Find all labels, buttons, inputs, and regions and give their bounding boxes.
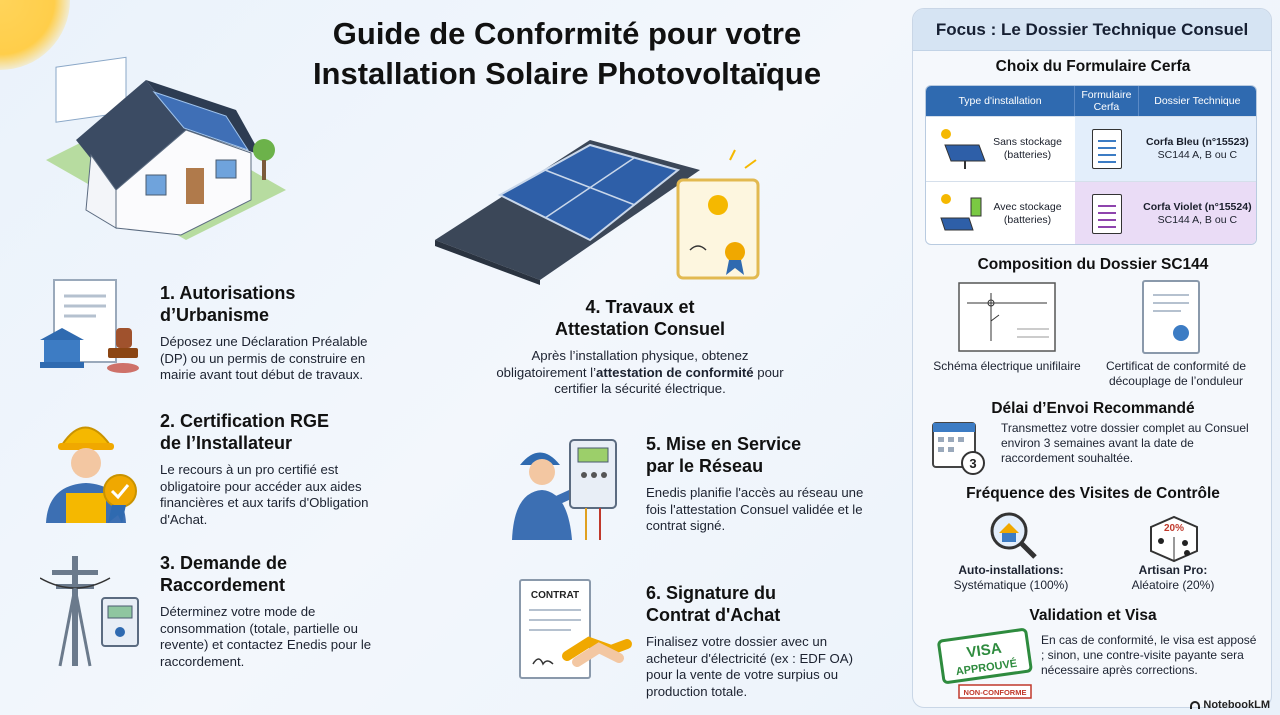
- cerfa-table: [925, 85, 1257, 245]
- certificat-icon: [1141, 279, 1201, 355]
- certificat-label: Certificat de conformité de découplage de l’onduleur: [1105, 359, 1247, 388]
- validation-title: Validation et Visa: [1029, 607, 1157, 624]
- brand-label: NotebookLM: [1190, 699, 1270, 711]
- solar-battery-icon: [939, 192, 989, 236]
- dice-icon: [1147, 509, 1201, 563]
- roof-panels-illustration: [430, 140, 780, 285]
- contract-handshake-icon: [515, 576, 635, 686]
- svg-text:NON-CONFORME: NON-CONFORME: [963, 688, 1027, 697]
- schema-unifilaire-icon: [957, 281, 1057, 353]
- house-illustration: [36, 50, 286, 250]
- installateur-icon: [40, 405, 140, 525]
- svg-text:CONTRAT: CONTRAT: [530, 590, 580, 601]
- step-3-text: Déterminez votre mode de consommation (totale, partielle ou revente) et contactez Enedis pour le raccordement.: [160, 604, 372, 669]
- svg-text:3: 3: [969, 456, 977, 471]
- table-row: Avec stockage (batteries) Corfa Violet (n°15524) SC144 A, B ou C: [926, 181, 1256, 245]
- delai-title: Délai d’Envoi Recommandé: [991, 400, 1195, 417]
- step-5: [646, 433, 876, 535]
- auto-installations: Auto-installations: Systématique (100%): [953, 563, 1069, 592]
- composition-title: Composition du Dossier SC144: [977, 256, 1209, 273]
- step-4-text: Après l’installation physique, obtenez obligatoirement l’attestation de conformité pour certifier la sécurité électrique.: [496, 348, 784, 396]
- page-title: Guide de Conformité pour votre Installation Solaire Photovoltaïque: [312, 16, 822, 91]
- step-4: [490, 296, 790, 398]
- delai-text: Transmettez votre dossier complet au Consuel environ 3 semaines avant la date de raccordement souhaltée.: [1001, 421, 1249, 465]
- panel-header: Focus : Le Dossier Technique Consuel: [913, 9, 1271, 51]
- urbanisme-icon: [36, 278, 141, 378]
- table-row: Sans stockage (batteries) Corfa Bleu (n°15523) SC144 A, B ou C: [926, 116, 1256, 181]
- svg-text:VISA: VISA: [965, 639, 1003, 662]
- step-6-text: Finalisez votre dossier avec un acheteur d'électricité (ex : EDF OA) pour la vente de votre surpius ou production totale.: [646, 634, 853, 699]
- step-6: [646, 582, 881, 700]
- step-3: [160, 552, 395, 670]
- cerfa-table-header: Type d'installation Formulaire Cerfa Dossier Technique: [926, 86, 1256, 116]
- step-3-title: 3. Demande de Raccordement: [160, 553, 288, 595]
- visa-stamp-icon: [935, 627, 1041, 701]
- step-5-title: 5. Mise en Service par le Réseau: [646, 434, 802, 476]
- artisan-pro: Artisan Pro: Aléatoire (20%): [1131, 563, 1215, 592]
- notebooklm-icon: [1190, 701, 1200, 709]
- solar-panel-icon: [939, 127, 989, 171]
- svg-text:APPROUVÉ: APPROUVÉ: [955, 657, 1018, 679]
- step-2-text: Le recours à un pro certifié est obligatoire pour accéder aux aides financières et aux tarifs d'Obligation d'Achat.: [160, 462, 369, 527]
- step-6-title: 6. Signature du Contrat d'Achat: [646, 583, 781, 625]
- raccordement-icon: [40, 548, 150, 668]
- schema-label: Schéma électrique unifilaire: [933, 359, 1081, 373]
- step-2: [160, 410, 395, 528]
- calendar-icon: [929, 417, 987, 475]
- cerfa-blue-doc-icon: [1092, 129, 1122, 169]
- step-1-title: 1. Autorisations d’Urbanisme: [160, 283, 296, 325]
- step-1-text: Déposez une Déclaration Préalable (DP) ou un permis de construire en mairie avant tout début de travaux.: [160, 334, 368, 382]
- step-1: [160, 282, 395, 384]
- frequence-title: Fréquence des Visites de Contrôle: [966, 485, 1220, 502]
- step-4-title: 4. Travaux et Attestation Consuel: [554, 297, 725, 339]
- cerfa-title: Choix du Formulaire Cerfa: [995, 58, 1191, 75]
- step-5-text: Enedis planifie l'accès au réseau une fois l'attestation Consuel validée et le contrat signé.: [646, 485, 864, 533]
- step-2-title: 2. Certification RGE de l’Installateur: [160, 411, 330, 453]
- magnifier-house-icon: [987, 509, 1039, 561]
- technician-meter-icon: [510, 430, 630, 540]
- consuel-focus-panel: [912, 8, 1272, 708]
- validation-text: En cas de conformité, le visa est apposé ; sinon, une contre-visite payante sera nécessaire après corrections.: [1041, 633, 1257, 677]
- svg-text:20%: 20%: [1163, 523, 1185, 534]
- cerfa-violet-doc-icon: [1092, 194, 1122, 234]
